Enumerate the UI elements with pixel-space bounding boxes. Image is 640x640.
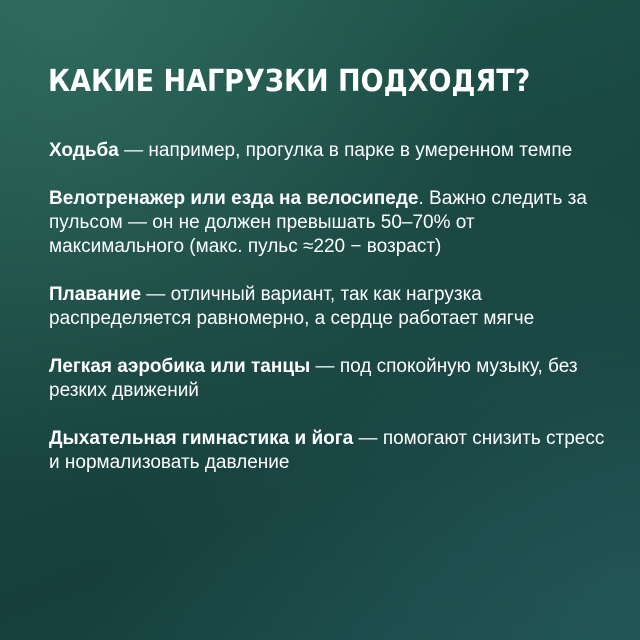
item-description: . Важно следить за пульсом — он не должен превышать 50–70% от максимального (макс. пульс ≈220 − возраст) — [49, 188, 587, 257]
list-item — [49, 355, 609, 403]
item-term: Плавание — [49, 284, 142, 305]
item-term: Легкая аэробика или танцы — [49, 356, 311, 377]
list-item — [49, 427, 609, 475]
item-term: Дыхательная гимнастика и йога — [49, 428, 354, 449]
list-item — [49, 187, 609, 259]
item-term: Велотренажер или езда на велосипеде — [49, 188, 419, 209]
item-term: Ходьба — [49, 140, 119, 161]
item-description: — например, прогулка в парке в умеренном темпе — [118, 140, 573, 161]
page-title: КАКИЕ НАГРУЗКИ ПОДХОДЯТ? — [48, 64, 531, 99]
item-description: — под спокойную музыку, без резких движений — [49, 356, 578, 401]
list-item — [49, 139, 609, 163]
item-description: — помогают снизить стресс и нормализовать давление — [49, 428, 605, 473]
exercise-list — [49, 139, 609, 499]
item-description: — отличный вариант, так как нагрузка распределяется равномерно, а сердце работает мягче — [49, 284, 535, 329]
list-item — [49, 283, 609, 331]
